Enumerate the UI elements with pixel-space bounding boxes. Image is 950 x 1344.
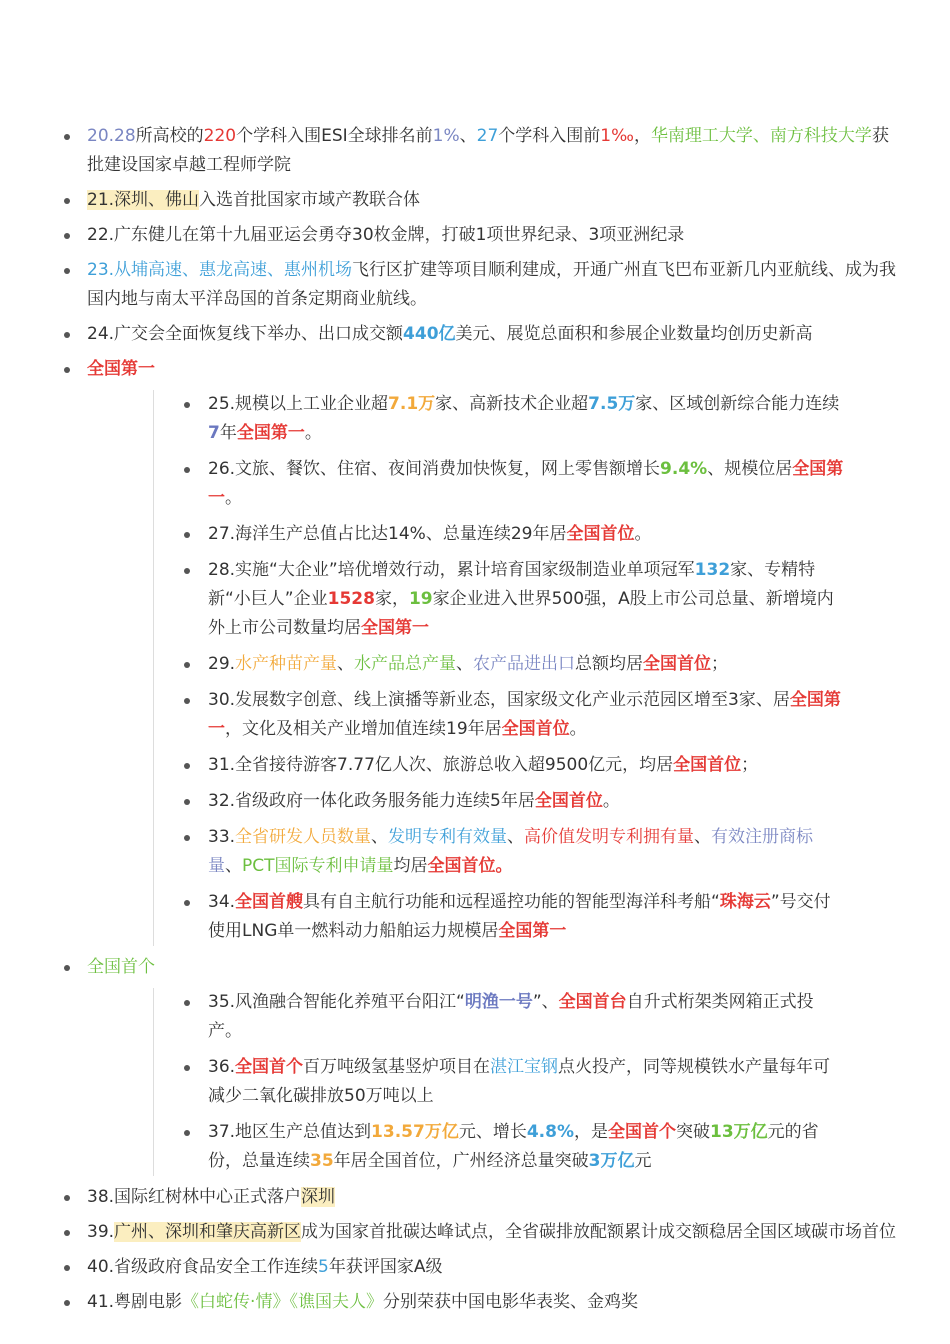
- list-item-20: 20.28所高校的220个学科入围ESI全球排名前1%、27个学科入围前1‰，华南理工大学、南方科技大学获批建设国家卓越工程师学院: [0, 122, 950, 180]
- national-first-list: [87, 390, 898, 946]
- list-item-21: 21.深圳、佛山入选首批国家市域产教联合体: [0, 186, 950, 215]
- list-item-37: 37.地区生产总值达到13.57万亿元、增长4.8%，是全国首个突破13万亿元的省份，总量连续35年居全国首位，广州经济总量突破3万亿元: [87, 1118, 898, 1176]
- group-title: 全国首个: [87, 957, 155, 977]
- list-item-39: 39.广州、深圳和肇庆高新区成为国家首批碳达峰试点，全省碳排放配额累计成交额稳居全国区域碳市场首位: [0, 1218, 950, 1247]
- list-item-24: 24.广交会全面恢复线下举办、出口成交额440亿美元、展览总面积和参展企业数量均创历史新高: [0, 320, 950, 349]
- list-item-29: 29.水产种苗产量、水产品总产量、农产品进出口总额均居全国首位；: [87, 650, 898, 679]
- group-national-first: [0, 355, 950, 946]
- group-title: 全国第一: [87, 359, 155, 379]
- national-first-of-kind-list: [87, 988, 898, 1176]
- achievement-list: [0, 122, 950, 1317]
- list-item-33: 33.全省研发人员数量、发明专利有效量、高价值发明专利拥有量、有效注册商标量、PCT国际专利申请量均居全国首位。: [87, 823, 898, 881]
- list-item-27: 27.海洋生产总值占比达14%、总量连续29年居全国首位。: [87, 520, 898, 549]
- list-item-31: 31.全省接待游客7.77亿人次、旅游总收入超9500亿元，均居全国首位；: [87, 751, 898, 780]
- list-item-36: 36.全国首个百万吨级氢基竖炉项目在湛江宝钢点火投产，同等规模铁水产量每年可减少二氧化碳排放50万吨以上: [87, 1053, 898, 1111]
- list-item-23: 23.从埔高速、惠龙高速、惠州机场飞行区扩建等项目顺利建成，开通广州直飞巴布亚新几内亚航线、成为我国内地与南太平洋岛国的首条定期商业航线。: [0, 256, 950, 314]
- list-item-30: 30.发展数字创意、线上演播等新业态，国家级文化产业示范园区增至3家、居全国第一，文化及相关产业增加值连续19年居全国首位。: [87, 686, 898, 744]
- list-item-28: 28.实施“大企业”培优增效行动，累计培育国家级制造业单项冠军132家、专精特新“小巨人”企业1528家，19家企业进入世界500强，A股上市公司总量、新增境内外上市公司数量均居全国第一: [87, 556, 898, 643]
- list-item-34: 34.全国首艘具有自主航行功能和远程遥控功能的智能型海洋科考船“珠海云”号交付使用LNG单一燃料动力船舶运力规模居全国第一: [87, 888, 898, 946]
- list-item-41: 41.粤剧电影《白蛇传·情》《谯国夫人》分别荣获中国电影华表奖、金鸡奖: [0, 1288, 950, 1317]
- list-item-25: 25.规模以上工业企业超7.1万家、高新技术企业超7.5万家、区域创新综合能力连续7年全国第一。: [87, 390, 898, 448]
- list-item-35: 35.风渔融合智能化养殖平台阳江“明渔一号”、全国首台自升式桁架类网箱正式投产。: [87, 988, 898, 1046]
- list-item-38: 38.国际红树林中心正式落户深圳: [0, 1183, 950, 1212]
- list-item-32: 32.省级政府一体化政务服务能力连续5年居全国首位。: [87, 787, 898, 816]
- list-item-22: 22.广东健儿在第十九届亚运会勇夺30枚金牌，打破1项世界纪录、3项亚洲纪录: [0, 221, 950, 250]
- document-body: [0, 122, 950, 1323]
- list-item-40: 40.省级政府食品安全工作连续5年获评国家A级: [0, 1253, 950, 1282]
- list-item-26: 26.文旅、餐饮、住宿、夜间消费加快恢复，网上零售额增长9.4%、规模位居全国第一。: [87, 455, 898, 513]
- group-national-first-of-kind: [0, 953, 950, 1176]
